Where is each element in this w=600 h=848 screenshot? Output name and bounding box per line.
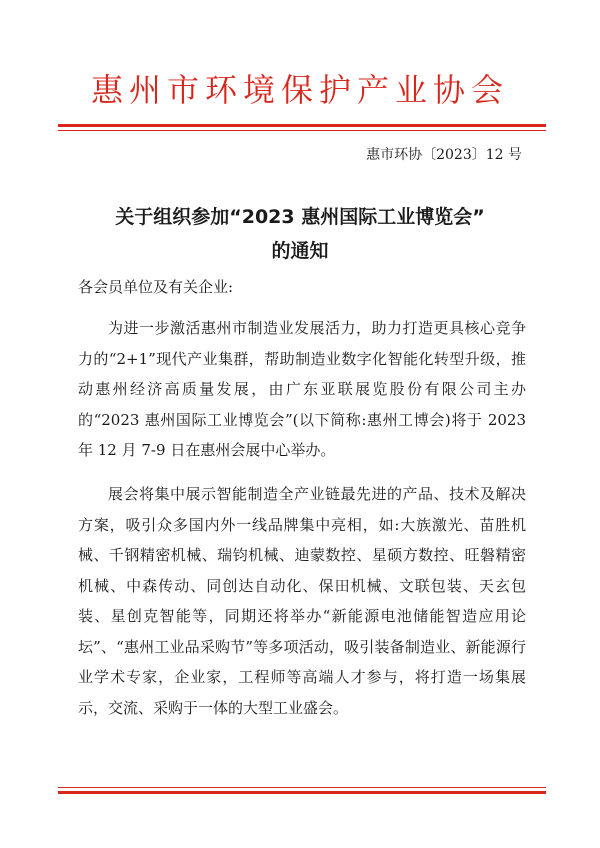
footer-divider-thin bbox=[58, 787, 546, 788]
document-number: 惠市环协〔2023〕12 号 bbox=[366, 147, 522, 163]
organization-header-title: 惠州市环境保护产业协会 bbox=[90, 71, 509, 109]
body-paragraph-2: 展会将集中展示智能制造全产业链最先进的产品、技术及解决方案，吸引众多国内外一线品牌集中亮相，如:大族激光、苗胜机械、千钢精密机械、瑞钧机械、迪蒙数控、星硕方数控、旺磐精密机械、中森传动、同创达自动化、保田机械、文联包装、天玄包装、星创克智能等，同期还将举办“新能源电池储能智造应用论坛”、“惠州工业品采购节”等多项活动，吸引装备制造业、新能源行业学术专家，企业家，工程师等高端人才参与，将打造一场集展示，交流、采购于一体的大型工业盛会。 bbox=[78, 485, 526, 717]
notice-title-line-2: 的通知 bbox=[271, 240, 329, 262]
header-divider-thick bbox=[58, 124, 546, 127]
footer-divider-thick bbox=[58, 791, 546, 794]
header-divider-thin bbox=[58, 130, 546, 131]
notice-title bbox=[60, 200, 540, 268]
salutation: 各会员单位及有关企业: bbox=[78, 278, 234, 296]
body-paragraph-1: 为进一步激活惠州市制造业发展活力，助力打造更具核心竞争力的“2+1”现代产业集群，帮助制造业数字化智能化转型升级，推动惠州经济高质量发展，由广东亚联展览股份有限公司主办的“2023 惠州国际工业博览会”(以下简称:惠州工博会)将于 2023 年 12 月 7-9 日在惠州会展中心举办。 bbox=[78, 319, 526, 459]
notice-title-line-1: 关于组织参加“2023 惠州国际工业博览会” bbox=[115, 206, 485, 228]
